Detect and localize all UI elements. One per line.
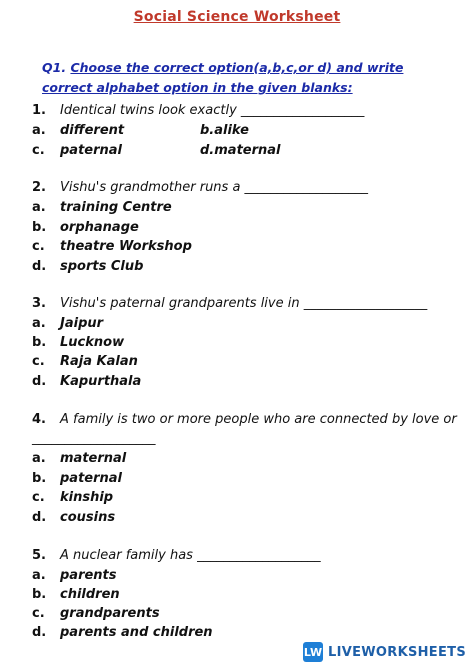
logo-text: LIVEWORKSHEETS xyxy=(328,644,466,660)
instruction-text: Choose the correct option(a,b,c,or d) and write correct alphabet option in the given blanks: xyxy=(42,60,404,95)
option-text: parents xyxy=(60,568,117,583)
option-text: different xyxy=(60,123,125,138)
option-text: theatre Workshop xyxy=(60,239,192,254)
question-2-stem xyxy=(32,180,368,195)
option-row[interactable] xyxy=(32,259,143,274)
option-label: c. xyxy=(32,606,45,621)
option-row[interactable] xyxy=(32,568,117,583)
option-row[interactable] xyxy=(32,335,124,350)
option-text: children xyxy=(60,587,120,602)
option-text: Raja Kalan xyxy=(60,354,138,369)
option-label: c. xyxy=(32,490,45,505)
option-label: c. xyxy=(32,354,45,369)
option-row[interactable] xyxy=(32,239,192,254)
question-text: Vishu's grandmother runs a ___________________ xyxy=(60,180,369,195)
answer-blank[interactable]: ___________________ xyxy=(32,431,156,446)
question-4-blank[interactable] xyxy=(32,431,156,446)
option-row[interactable] xyxy=(32,354,138,369)
option-row[interactable] xyxy=(32,200,172,215)
option-label: b. xyxy=(32,471,47,486)
option-row[interactable] xyxy=(32,143,281,158)
option-text-d[interactable]: d.maternal xyxy=(200,143,281,158)
option-label: a. xyxy=(32,316,46,331)
option-label: a. xyxy=(32,451,46,466)
option-row[interactable] xyxy=(32,451,126,466)
option-row[interactable] xyxy=(32,123,249,138)
option-text: Kapurthala xyxy=(60,374,142,389)
option-text: sports Club xyxy=(60,259,144,274)
option-row[interactable] xyxy=(32,606,160,621)
option-label: a. xyxy=(32,200,46,215)
question-text: Vishu's paternal grandparents live in ___________________ xyxy=(60,296,428,311)
question-text: A family is two or more people who are connected by love or xyxy=(60,412,457,427)
question-3-stem xyxy=(32,296,427,311)
logo-icon: LW xyxy=(303,642,323,662)
option-text-b[interactable]: b.alike xyxy=(200,123,249,138)
question-number: 1. xyxy=(32,103,46,118)
option-label: d. xyxy=(32,374,47,389)
question-4-stem xyxy=(32,412,457,427)
option-text: grandparents xyxy=(60,606,160,621)
option-label: d. xyxy=(32,259,47,274)
question-5-stem xyxy=(32,548,321,563)
option-text: Jaipur xyxy=(60,316,104,331)
question-number: 4. xyxy=(32,412,46,427)
instruction-number: Q1. xyxy=(42,60,67,75)
option-row[interactable] xyxy=(32,587,120,602)
liveworksheets-logo xyxy=(303,641,466,663)
option-text: parents and children xyxy=(60,625,213,640)
option-label: c. xyxy=(32,239,45,254)
option-label: b. xyxy=(32,587,47,602)
option-text: Lucknow xyxy=(60,335,125,350)
option-text: orphanage xyxy=(60,220,139,235)
question-number: 3. xyxy=(32,296,46,311)
option-label: b. xyxy=(32,335,47,350)
option-row[interactable] xyxy=(32,220,139,235)
worksheet-title: Social Science Worksheet xyxy=(133,9,341,25)
option-label: a. xyxy=(32,123,46,138)
option-label: b. xyxy=(32,220,47,235)
option-text: cousins xyxy=(60,510,116,525)
option-label: a. xyxy=(32,568,46,583)
instruction xyxy=(42,58,452,98)
option-text: maternal xyxy=(60,451,127,466)
option-row[interactable] xyxy=(32,471,122,486)
option-row[interactable] xyxy=(32,374,141,389)
question-number: 2. xyxy=(32,180,46,195)
option-label: c. xyxy=(32,143,45,158)
option-row[interactable] xyxy=(32,490,113,505)
question-text: A nuclear family has ___________________ xyxy=(60,548,321,563)
option-row[interactable] xyxy=(32,510,115,525)
question-text: Identical twins look exactly ___________________ xyxy=(60,103,365,118)
option-label: d. xyxy=(32,510,47,525)
option-text: training Centre xyxy=(60,200,172,215)
question-1-stem xyxy=(32,103,364,118)
option-row[interactable] xyxy=(32,625,213,640)
option-text: kinship xyxy=(60,490,114,505)
option-row[interactable] xyxy=(32,316,103,331)
option-text: paternal xyxy=(60,143,123,158)
question-number: 5. xyxy=(32,548,46,563)
option-text: paternal xyxy=(60,471,123,486)
option-label: d. xyxy=(32,625,47,640)
